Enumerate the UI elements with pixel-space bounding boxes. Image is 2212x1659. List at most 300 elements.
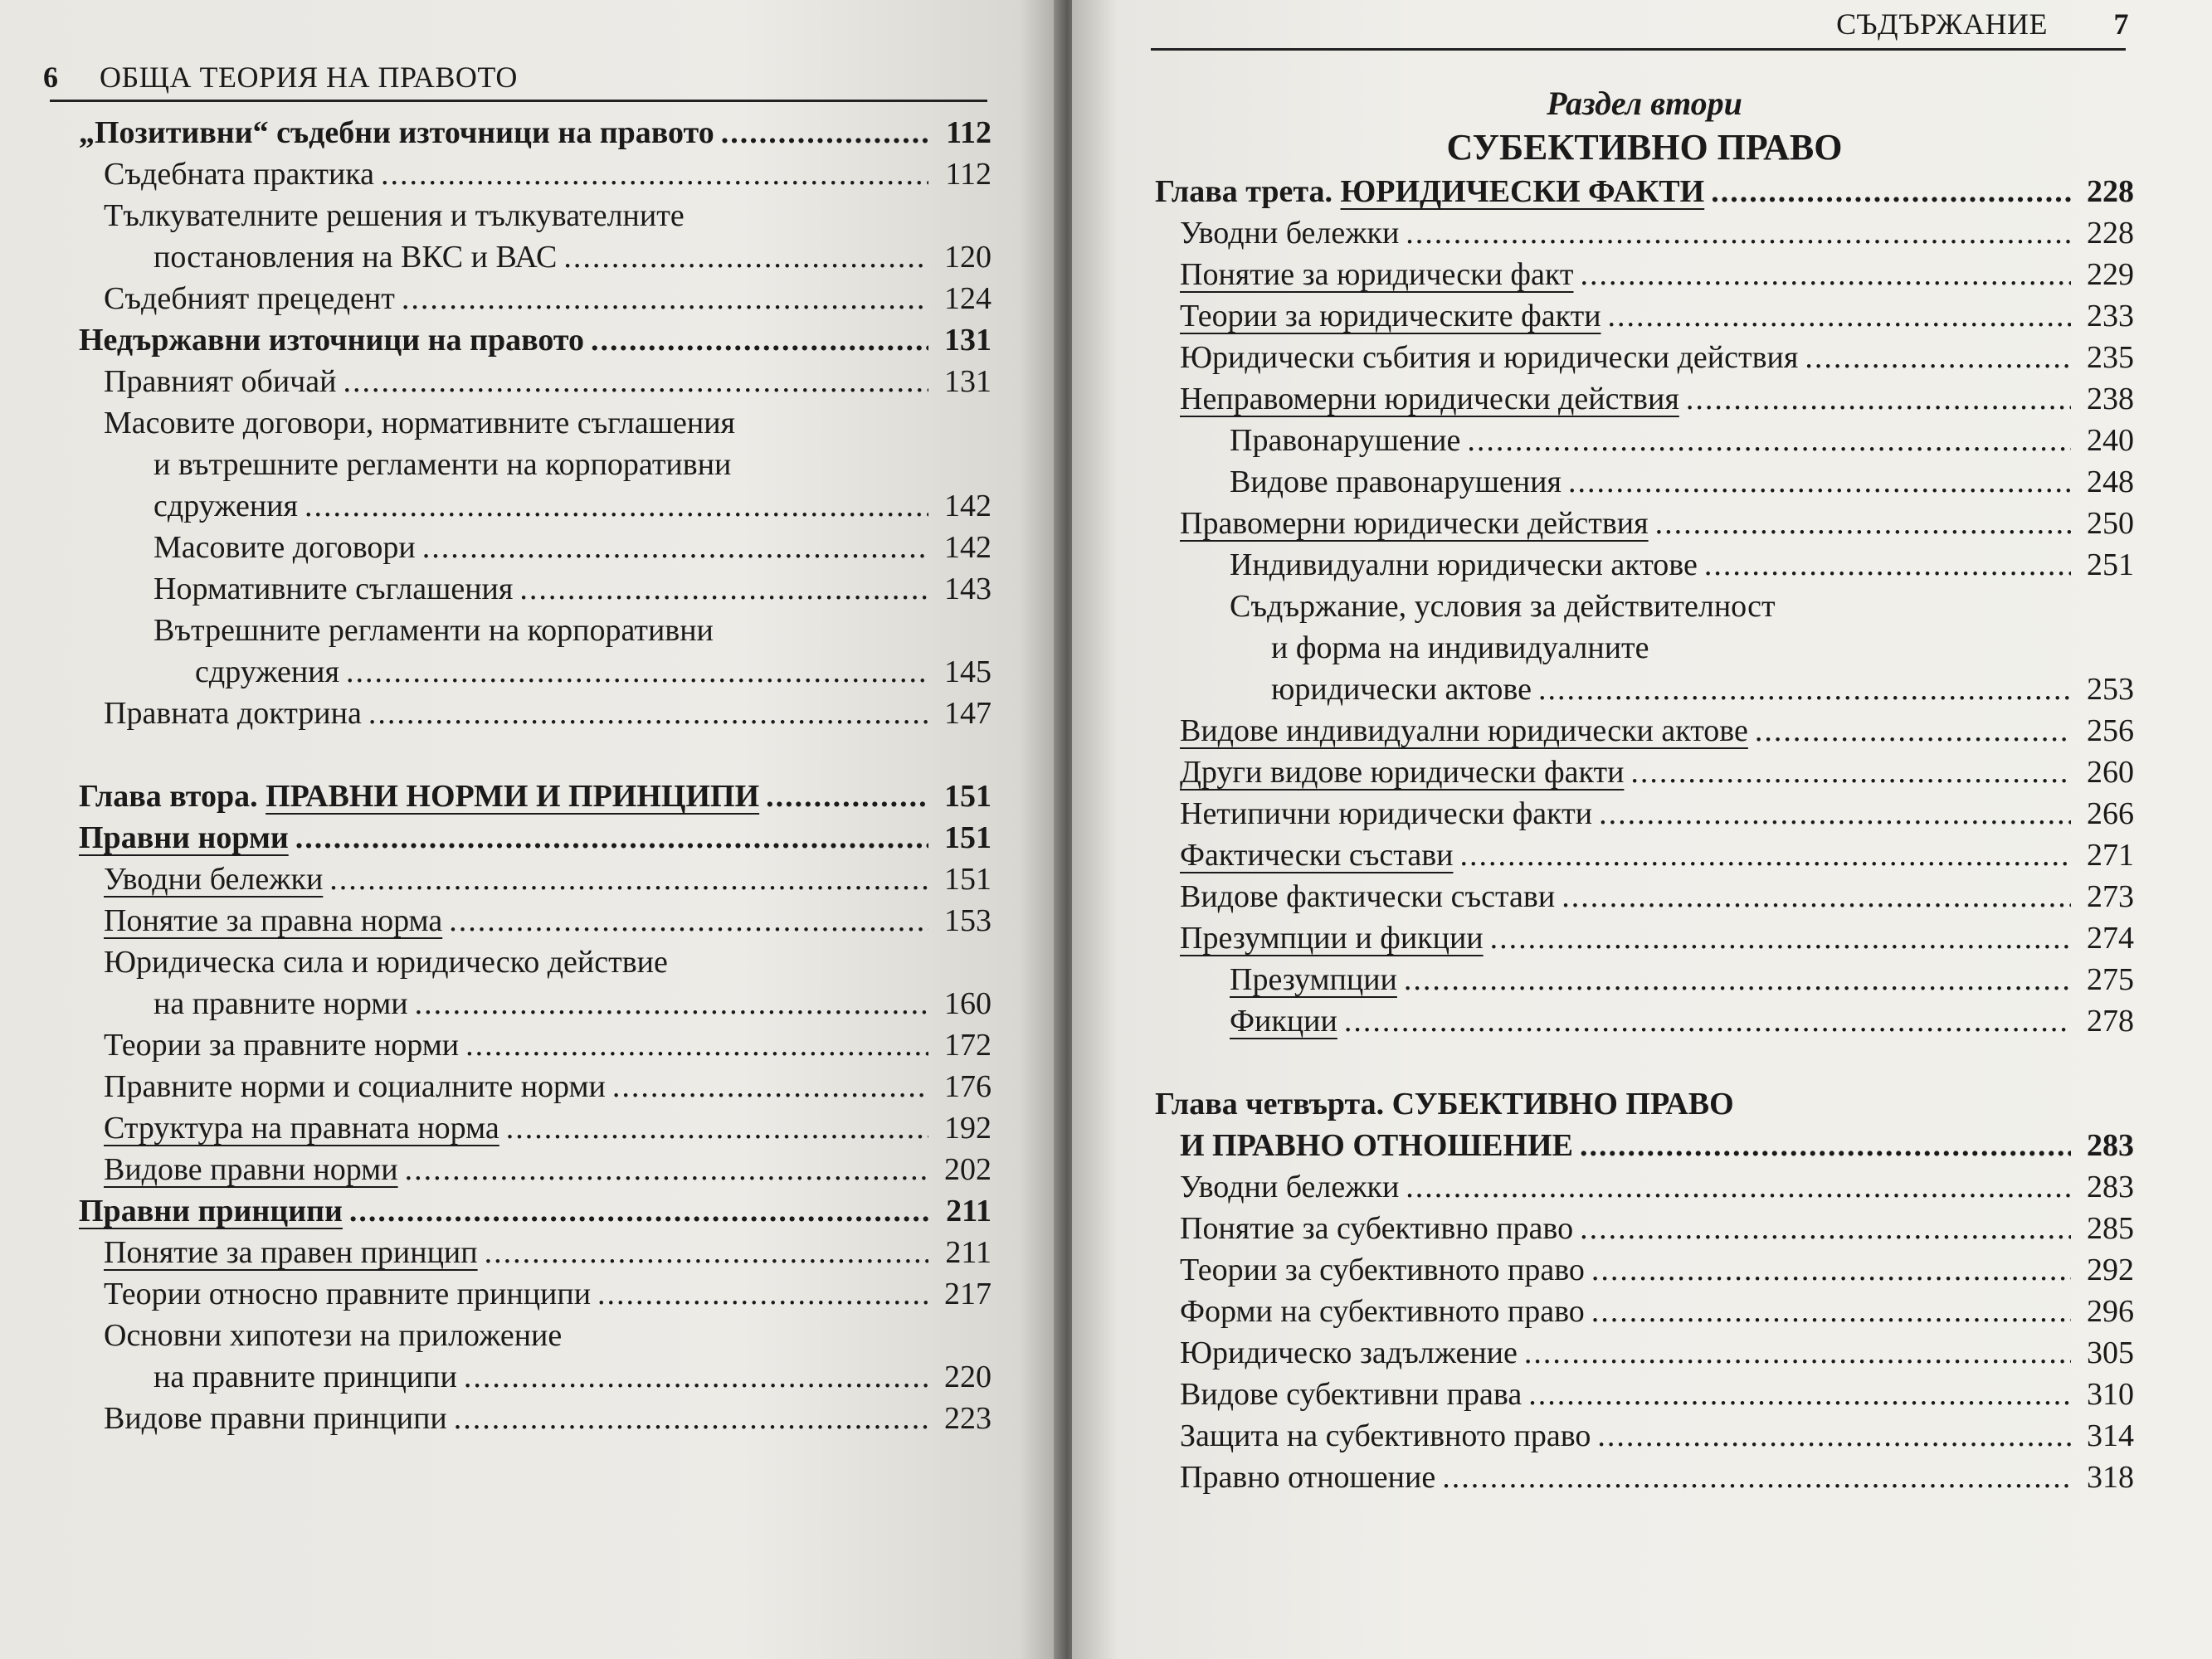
toc-entry	[79, 1024, 992, 1066]
toc-entry-title	[1180, 710, 1748, 752]
left-running-head	[43, 60, 518, 95]
toc-entry	[1155, 1332, 2134, 1374]
toc-entry-title	[1180, 1291, 1585, 1332]
toc-entry-title	[153, 444, 731, 485]
toc-leader-dots	[329, 859, 928, 900]
toc-entry-title	[104, 1107, 499, 1149]
toc-leader-dots	[1406, 1166, 2071, 1208]
toc-leader-dots	[1805, 337, 2071, 378]
toc-entry	[79, 859, 992, 900]
toc-entry-text: Теории относно правните принципи	[104, 1277, 592, 1311]
toc-entry-title	[1155, 171, 1704, 212]
toc-entry-text: Понятие за юридически факт	[1180, 257, 1574, 292]
toc-page-number: 151	[944, 820, 992, 855]
toc-leader-dots	[1686, 378, 2071, 420]
toc-chapter-prefix: Глава втора.	[79, 779, 266, 814]
toc-leader-dots	[1655, 503, 2071, 544]
toc-leader-dots	[454, 1398, 928, 1439]
toc-entry	[79, 236, 992, 278]
toc-entry-title	[1271, 669, 1532, 710]
toc-leader-dots	[563, 236, 928, 278]
left-toc	[79, 112, 992, 1439]
toc-entry-text: Масовите договори, нормативните съглашения	[104, 406, 736, 440]
toc-entry	[79, 195, 992, 236]
toc-entry-title	[1180, 1166, 1399, 1208]
toc-leader-dots	[1591, 1249, 2071, 1291]
toc-leader-dots	[402, 278, 928, 319]
toc-leader-dots	[405, 1149, 928, 1190]
toc-entry	[79, 1398, 992, 1439]
toc-entry-title	[1180, 503, 1649, 544]
toc-page-number: 305	[2087, 1335, 2134, 1370]
toc-entry-title	[1180, 378, 1679, 420]
toc-entry-title	[153, 485, 298, 527]
toc-entry	[79, 651, 992, 693]
toc-entry-title	[153, 236, 557, 278]
toc-entry-text: Съдържание, условия за действителност	[1230, 589, 1776, 624]
toc-entry	[79, 1315, 992, 1356]
toc-entry	[79, 1190, 992, 1232]
toc-entry-title	[1180, 1249, 1585, 1291]
toc-entry-text: Понятие за правен принцип	[104, 1235, 478, 1270]
toc-entry	[79, 568, 992, 610]
toc-entry-text: Структура на правната норма	[104, 1111, 499, 1146]
toc-leader-dots	[1599, 793, 2071, 834]
toc-entry	[1155, 420, 2134, 461]
toc-entry	[79, 527, 992, 568]
toc-entry-title	[1180, 876, 1555, 917]
toc-entry	[1155, 212, 2134, 254]
toc-entry-title	[1180, 1208, 1573, 1249]
toc-entry-title	[104, 153, 374, 195]
toc-entry-text: сдружения	[195, 654, 339, 689]
toc-leader-dots	[597, 1273, 928, 1315]
toc-page-number: 131	[944, 323, 992, 358]
toc-entry	[1155, 917, 2134, 959]
toc-entry-text: Съдебният прецедент	[104, 281, 395, 316]
toc-page-number: 275	[2087, 962, 2134, 997]
toc-entry-text: Тълкувателните решения и тълкувателните	[104, 198, 685, 233]
toc-entry-text: Презумпции и фикции	[1180, 921, 1484, 956]
toc-entry-text: постановления на ВКС и ВАС	[153, 240, 558, 275]
toc-entry	[79, 361, 992, 402]
toc-page-number: 248	[2087, 465, 2134, 499]
toc-entry-text: Юридическо задължение	[1180, 1335, 1518, 1370]
toc-entry-text: Понятие за правна норма	[104, 903, 443, 938]
toc-page-number: 271	[2087, 838, 2134, 873]
toc-leader-dots	[1442, 1457, 2071, 1498]
toc-entry-text: Видове субективни права	[1180, 1377, 1523, 1412]
toc-leader-dots	[343, 361, 929, 402]
toc-entry-text: Неправомерни юридически действия	[1180, 382, 1679, 416]
toc-leader-dots	[1528, 1374, 2071, 1415]
toc-page-number: 211	[945, 1235, 992, 1270]
toc-leader-dots	[591, 319, 928, 361]
toc-entry-title	[1230, 1000, 1337, 1042]
toc-entry-text: Правно отношение	[1180, 1460, 1436, 1495]
toc-page-number: 151	[944, 862, 992, 897]
toc-leader-dots	[449, 900, 928, 941]
toc-page-number: 283	[2087, 1170, 2134, 1204]
toc-entry-title	[79, 112, 714, 153]
toc-entry-text: ЮРИДИЧЕСКИ ФАКТИ	[1340, 174, 1705, 209]
toc-entry	[79, 402, 992, 444]
toc-page-number: 202	[944, 1152, 992, 1187]
toc-entry-text: Фикции	[1230, 1004, 1337, 1039]
toc-leader-dots	[346, 651, 928, 693]
toc-leader-dots	[1591, 1291, 2071, 1332]
toc-page-number: 153	[944, 903, 992, 938]
toc-leader-dots	[1538, 669, 2071, 710]
toc-page-number: 124	[944, 281, 992, 316]
toc-page-number: 233	[2087, 299, 2134, 333]
toc-page-number: 211	[946, 1194, 992, 1228]
toc-entry-title	[1230, 420, 1460, 461]
toc-page-number: 142	[944, 530, 992, 565]
toc-entry	[1155, 544, 2134, 586]
toc-entry-title	[104, 693, 362, 734]
right-toc	[1155, 83, 2134, 1498]
toc-leader-dots	[1630, 752, 2071, 793]
toc-entry	[79, 112, 992, 153]
toc-leader-dots	[1608, 295, 2071, 337]
toc-page-number: 250	[2087, 506, 2134, 541]
toc-entry-title	[153, 983, 408, 1024]
toc-leader-dots	[1580, 254, 2071, 295]
toc-entry	[79, 776, 992, 817]
toc-entry-text: Видове правонарушения	[1230, 465, 1562, 499]
toc-entry-text: Уводни бележки	[1180, 216, 1400, 251]
toc-entry	[1155, 1125, 2134, 1166]
toc-entry	[1155, 1291, 2134, 1332]
toc-entry-text: Глава четвърта. СУБЕКТИВНО ПРАВО	[1155, 1087, 1734, 1121]
toc-entry	[1155, 1208, 2134, 1249]
toc-page-number: 251	[2087, 547, 2134, 582]
toc-entry-title	[1180, 254, 1573, 295]
toc-entry-title	[104, 402, 735, 444]
toc-leader-dots	[506, 1107, 928, 1149]
toc-entry	[1155, 1415, 2134, 1457]
toc-entry-title	[79, 817, 289, 859]
toc-entry	[79, 1149, 992, 1190]
toc-entry	[79, 1232, 992, 1273]
toc-entry	[79, 1066, 992, 1107]
toc-entry-text: Видове фактически състави	[1180, 879, 1556, 914]
toc-entry-text: Уводни бележки	[1180, 1170, 1400, 1204]
toc-leader-dots	[485, 1232, 928, 1273]
toc-entry-title	[1180, 1415, 1591, 1457]
toc-entry-text: Презумпции	[1230, 962, 1397, 997]
toc-entry-title	[153, 610, 714, 651]
toc-entry-text: Съдебната практика	[104, 157, 375, 192]
toc-entry-title	[1155, 1083, 1734, 1125]
toc-entry-title	[153, 568, 513, 610]
toc-page-number: 285	[2087, 1211, 2134, 1246]
toc-leader-dots	[1755, 710, 2071, 752]
toc-entry	[79, 983, 992, 1024]
toc-entry-text: Уводни бележки	[104, 862, 324, 897]
toc-entry-text: Правонарушение	[1230, 423, 1461, 458]
toc-entry	[79, 610, 992, 651]
toc-page-number: 228	[2087, 216, 2134, 251]
toc-entry-title	[104, 859, 323, 900]
toc-page-number: 143	[944, 572, 992, 606]
toc-entry	[79, 734, 992, 776]
toc-page-number: 266	[2087, 796, 2134, 831]
right-running-head	[1836, 7, 2129, 41]
toc-entry-title	[1180, 1125, 1573, 1166]
toc-leader-dots	[305, 485, 928, 527]
toc-entry-title	[1180, 1457, 1435, 1498]
toc-entry	[1155, 752, 2134, 793]
toc-entry-text: Видове правни норми	[104, 1152, 398, 1187]
toc-leader-dots	[1580, 1125, 2071, 1166]
toc-entry-title	[1180, 1374, 1522, 1415]
toc-leader-dots	[464, 1356, 928, 1398]
toc-entry	[79, 444, 992, 485]
toc-page-number: 235	[2087, 340, 2134, 375]
toc-leader-dots	[1704, 544, 2071, 586]
toc-entry-text: Нетипични юридически факти	[1180, 796, 1593, 831]
toc-entry	[79, 153, 992, 195]
toc-page-number: 318	[2087, 1460, 2134, 1495]
left-running-title: ОБЩА ТЕОРИЯ НА ПРАВОТО	[100, 61, 518, 94]
toc-entry-text: Правният обичай	[104, 364, 337, 399]
toc-leader-dots	[465, 1024, 928, 1066]
toc-entry-title	[1230, 959, 1397, 1000]
toc-entry-text: Юридически събития и юридически действия	[1180, 340, 1799, 375]
toc-page-number: 112	[945, 157, 992, 192]
toc-page-number: 274	[2087, 921, 2134, 956]
toc-entry-text: Вътрешните регламенти на корпоративни	[153, 613, 714, 648]
toc-page-number: 220	[944, 1360, 992, 1394]
toc-entry-text: и вътрешните регламенти на корпоративни	[153, 447, 732, 482]
toc-entry-title	[1180, 917, 1484, 959]
toc-page-number: 238	[2087, 382, 2134, 416]
toc-entry-title	[79, 776, 759, 817]
toc-entry-text: Правни норми	[79, 820, 289, 855]
toc-entry-title	[104, 1232, 478, 1273]
toc-entry-title	[1230, 461, 1562, 503]
toc-entry	[79, 817, 992, 859]
toc-entry-text: ПРАВНИ НОРМИ И ПРИНЦИПИ	[266, 779, 760, 814]
toc-page-number: 256	[2087, 713, 2134, 748]
toc-entry	[1155, 1166, 2134, 1208]
right-page-number: 7	[2113, 7, 2129, 41]
toc-leader-dots	[349, 1190, 928, 1232]
toc-entry-title	[79, 1190, 343, 1232]
toc-page-number: 176	[944, 1069, 992, 1104]
toc-leader-dots	[1404, 959, 2071, 1000]
toc-page-number: 223	[944, 1401, 992, 1436]
toc-entry-title	[104, 900, 442, 941]
right-page	[1072, 0, 2212, 1659]
toc-entry-title	[1180, 212, 1399, 254]
toc-page-number: 283	[2087, 1128, 2134, 1163]
toc-page-number: 253	[2087, 672, 2134, 707]
toc-chapter-prefix: Глава трета.	[1155, 174, 1341, 209]
toc-entry	[1155, 295, 2134, 337]
toc-page-number: 151	[944, 779, 992, 814]
right-header-rule	[1151, 48, 2126, 51]
toc-leader-dots	[1524, 1332, 2071, 1374]
toc-entry-text: Теории за субективното право	[1180, 1253, 1585, 1287]
toc-entry-text: Масовите договори	[153, 530, 416, 565]
toc-leader-dots	[415, 983, 928, 1024]
toc-entry	[79, 485, 992, 527]
toc-entry	[79, 319, 992, 361]
toc-page-number: 131	[944, 364, 992, 399]
toc-entry	[1155, 1000, 2134, 1042]
toc-leader-dots	[1344, 1000, 2071, 1042]
toc-entry-text: Форми на субективното право	[1180, 1294, 1585, 1329]
toc-leader-dots	[1568, 461, 2071, 503]
toc-entry-title	[104, 1398, 447, 1439]
toc-entry	[1155, 959, 2134, 1000]
toc-entry-text: на правните принципи	[153, 1360, 457, 1394]
toc-page-number: 228	[2087, 174, 2134, 209]
toc-entry-title	[104, 195, 685, 236]
toc-page-number: 160	[944, 986, 992, 1021]
toc-entry-text: И ПРАВНО ОТНОШЕНИЕ	[1180, 1128, 1573, 1163]
toc-leader-dots	[1580, 1208, 2071, 1249]
toc-entry	[1155, 171, 2134, 212]
toc-entry-text: Видове правни принципи	[104, 1401, 447, 1436]
toc-entry-text: Фактически състави	[1180, 838, 1454, 873]
toc-entry	[79, 1107, 992, 1149]
left-page-number: 6	[43, 61, 59, 94]
toc-page-number: 292	[2087, 1253, 2134, 1287]
toc-entry	[79, 941, 992, 983]
toc-entry-title	[104, 1149, 398, 1190]
toc-entry-title	[1180, 834, 1453, 876]
toc-leader-dots	[368, 693, 928, 734]
toc-entry-text: Правни принципи	[79, 1194, 343, 1228]
left-page	[0, 0, 1062, 1659]
toc-entry-text: Недържавни източници на правото	[79, 323, 585, 358]
toc-entry-title	[1180, 295, 1601, 337]
toc-entry-text: Други видове юридически факти	[1180, 755, 1625, 790]
left-header-rule	[50, 100, 987, 102]
toc-leader-dots	[1490, 917, 2071, 959]
toc-entry	[1155, 337, 2134, 378]
toc-entry	[1155, 254, 2134, 295]
toc-entry-text: Основни хипотези на приложение	[104, 1318, 563, 1353]
toc-entry-text: Видове индивидуални юридически актове	[1180, 713, 1748, 748]
toc-entry-text: Теории за юридическите факти	[1180, 299, 1601, 333]
toc-entry-text: юридически актове	[1271, 672, 1532, 707]
toc-leader-dots	[381, 153, 928, 195]
toc-entry-title	[79, 319, 584, 361]
toc-leader-dots	[1467, 420, 2071, 461]
toc-entry-title	[1180, 1332, 1518, 1374]
toc-entry	[1155, 1249, 2134, 1291]
toc-entry	[1155, 1042, 2134, 1083]
toc-entry-text: Правната доктрина	[104, 696, 362, 731]
toc-entry-title	[153, 1356, 457, 1398]
toc-entry	[1155, 627, 2134, 669]
toc-entry	[1155, 1374, 2134, 1415]
toc-leader-dots	[766, 776, 928, 817]
toc-entry-text: Защита на субективното право	[1180, 1418, 1591, 1453]
toc-entry-title	[104, 361, 337, 402]
toc-entry	[1155, 378, 2134, 420]
toc-page-number: 217	[944, 1277, 992, 1311]
toc-entry	[1155, 1083, 2134, 1125]
section-label: Раздел втори	[1547, 85, 1742, 122]
toc-page-number: 147	[944, 696, 992, 731]
right-running-title: СЪДЪРЖАНИЕ	[1836, 7, 2048, 41]
toc-entry-text: Понятие за субективно право	[1180, 1211, 1574, 1246]
toc-entry-title	[1180, 337, 1798, 378]
toc-entry-title	[195, 651, 339, 693]
toc-entry-title	[1180, 793, 1592, 834]
toc-page-number: 142	[944, 489, 992, 523]
toc-entry	[1155, 461, 2134, 503]
toc-leader-dots	[1562, 876, 2071, 917]
toc-page-number: 112	[946, 115, 992, 150]
toc-entry-text: „Позитивни“ съдебни източници на правото	[79, 115, 714, 150]
toc-entry-title	[1180, 752, 1624, 793]
toc-page-number: 229	[2087, 257, 2134, 292]
toc-page-number: 145	[944, 654, 992, 689]
toc-entry-title	[1271, 627, 1649, 669]
toc-entry	[1155, 834, 2134, 876]
toc-page-number: 273	[2087, 879, 2134, 914]
toc-entry	[79, 900, 992, 941]
toc-leader-dots	[1406, 212, 2071, 254]
toc-page-number: 260	[2087, 755, 2134, 790]
toc-page-number: 314	[2087, 1418, 2134, 1453]
section-title: СУБЕКТИВНО ПРАВО	[1446, 127, 1843, 168]
toc-leader-dots	[519, 568, 928, 610]
toc-entry-text: и форма на индивидуалните	[1271, 630, 1649, 665]
toc-entry-title	[1230, 544, 1698, 586]
toc-leader-dots	[721, 112, 928, 153]
toc-leader-dots	[422, 527, 928, 568]
toc-page-number: 278	[2087, 1004, 2134, 1039]
toc-entry-title	[1230, 586, 1776, 627]
toc-page-number: 310	[2087, 1377, 2134, 1412]
toc-entry-title	[104, 1024, 459, 1066]
toc-entry-title	[153, 527, 416, 568]
toc-page-number: 240	[2087, 423, 2134, 458]
toc-entry-text: Правните норми и социалните норми	[104, 1069, 606, 1104]
toc-entry	[1155, 503, 2134, 544]
toc-entry	[1155, 586, 2134, 627]
toc-entry	[79, 693, 992, 734]
toc-page-number: 296	[2087, 1294, 2134, 1329]
toc-entry-text: Теории за правните норми	[104, 1028, 460, 1063]
toc-page-number: 120	[944, 240, 992, 275]
toc-entry-text: сдружения	[153, 489, 298, 523]
toc-leader-dots	[612, 1066, 928, 1107]
toc-entry	[1155, 710, 2134, 752]
toc-leader-dots	[295, 817, 928, 859]
toc-entry	[1155, 1457, 2134, 1498]
toc-leader-dots	[1597, 1415, 2071, 1457]
toc-entry-title	[104, 941, 668, 983]
toc-entry-title	[104, 278, 395, 319]
toc-page-number: 192	[944, 1111, 992, 1146]
toc-entry-text: Правомерни юридически действия	[1180, 506, 1649, 541]
toc-leader-dots	[1459, 834, 2071, 876]
toc-entry-text: Индивидуални юридически актове	[1230, 547, 1698, 582]
toc-entry	[1155, 793, 2134, 834]
toc-entry	[79, 1273, 992, 1315]
toc-leader-dots	[1711, 171, 2071, 212]
toc-entry	[79, 1356, 992, 1398]
